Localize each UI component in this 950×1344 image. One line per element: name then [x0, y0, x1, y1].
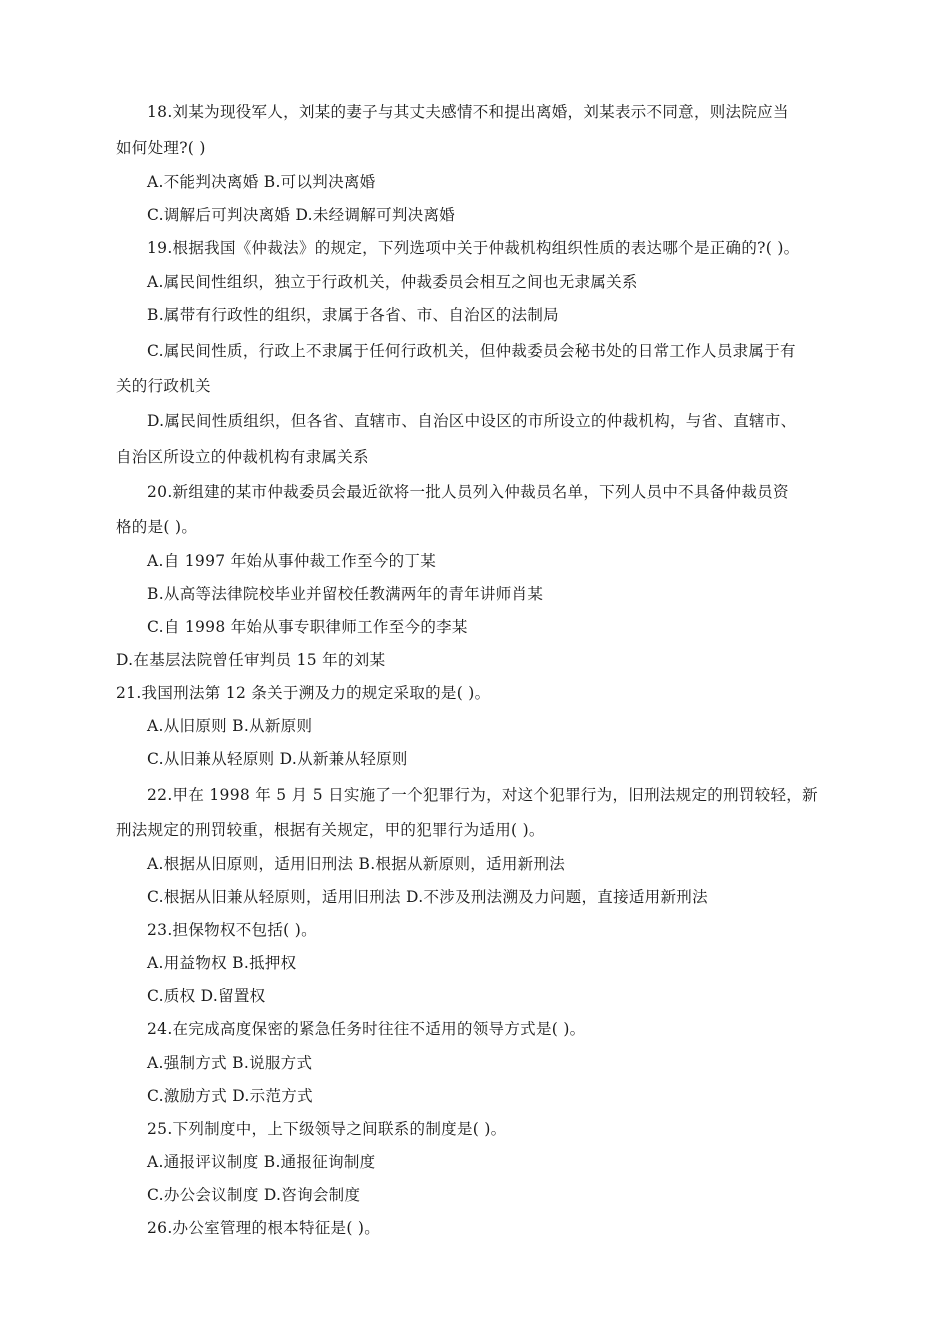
question-22-options-ab: A.根据从旧原则，适用旧刑法 B.根据从新原则，适用新刑法 [147, 855, 566, 873]
question-20-stem: 20.新组建的某市仲裁委员会最近欲将一批人员列入仲裁员名单，下列人员中不具备仲裁员资 [147, 483, 789, 501]
question-18-options-ab: A.不能判决离婚 B.可以判决离婚 [147, 173, 376, 191]
question-19-option-d-cont: 自治区所设立的仲裁机构有隶属关系 [116, 448, 369, 466]
question-19-option-d: D.属民间性质组织，但各省、直辖市、自治区中设区的市所设立的仲裁机构，与省、直辖市、 [147, 412, 797, 430]
question-24-stem: 24.在完成高度保密的紧急任务时往往不适用的领导方式是( )。 [147, 1020, 586, 1038]
question-26-stem: 26.办公室管理的根本特征是( )。 [147, 1219, 381, 1237]
question-18-stem: 18.刘某为现役军人，刘某的妻子与其丈夫感情不和提出离婚，刘某表示不同意，则法院应当 [147, 103, 789, 121]
question-18-options-cd: C.调解后可判决离婚 D.未经调解可判决离婚 [147, 206, 456, 224]
question-21-options-cd: C.从旧兼从轻原则 D.从新兼从轻原则 [147, 750, 408, 768]
question-23-options-cd: C.质权 D.留置权 [147, 987, 266, 1005]
question-20-option-d: D.在基层法院曾任审判员 15 年的刘某 [116, 651, 386, 669]
question-23-stem: 23.担保物权不包括( )。 [147, 921, 317, 939]
question-19-option-c: C.属民间性质，行政上不隶属于任何行政机关，但仲裁委员会秘书处的日常工作人员隶属于有 [147, 342, 796, 360]
question-25-options-ab: A.通报评议制度 B.通报征询制度 [147, 1153, 376, 1171]
question-20-option-a: A.自 1997 年始从事仲裁工作至今的丁某 [147, 552, 437, 570]
question-20-option-b: B.从高等法律院校毕业并留校任教满两年的青年讲师肖某 [147, 585, 544, 603]
question-20-option-c: C.自 1998 年始从事专职律师工作至今的李某 [147, 618, 468, 636]
question-25-stem: 25.下列制度中，上下级领导之间联系的制度是( )。 [147, 1120, 507, 1138]
question-25-options-cd: C.办公会议制度 D.咨询会制度 [147, 1186, 361, 1204]
question-21-stem: 21.我国刑法第 12 条关于溯及力的规定采取的是( )。 [116, 684, 491, 702]
question-19-option-c-cont: 关的行政机关 [116, 377, 211, 395]
question-22-stem: 22.甲在 1998 年 5 月 5 日实施了一个犯罪行为，对这个犯罪行为，旧刑法规定的刑罚较轻，新 [147, 786, 818, 804]
question-18-stem-cont: 如何处理?( ) [116, 139, 206, 157]
question-24-options-ab: A.强制方式 B.说服方式 [147, 1054, 313, 1072]
question-22-options-cd: C.根据从旧兼从轻原则，适用旧刑法 D.不涉及刑法溯及力问题，直接适用新刑法 [147, 888, 708, 906]
question-21-options-ab: A.从旧原则 B.从新原则 [147, 717, 313, 735]
question-20-stem-cont: 格的是( )。 [116, 518, 198, 536]
question-24-options-cd: C.激励方式 D.示范方式 [147, 1087, 313, 1105]
question-19-stem: 19.根据我国《仲裁法》的规定，下列选项中关于仲裁机构组织性质的表达哪个是正确的?( )。 [147, 239, 800, 257]
question-19-option-b: B.属带有行政性的组织，隶属于各省、市、自治区的法制局 [147, 306, 559, 324]
question-19-option-a: A.属民间性组织，独立于行政机关，仲裁委员会相互之间也无隶属关系 [147, 273, 638, 291]
question-23-options-ab: A.用益物权 B.抵押权 [147, 954, 297, 972]
question-22-stem-cont: 刑法规定的刑罚较重，根据有关规定，甲的犯罪行为适用( )。 [116, 821, 545, 839]
